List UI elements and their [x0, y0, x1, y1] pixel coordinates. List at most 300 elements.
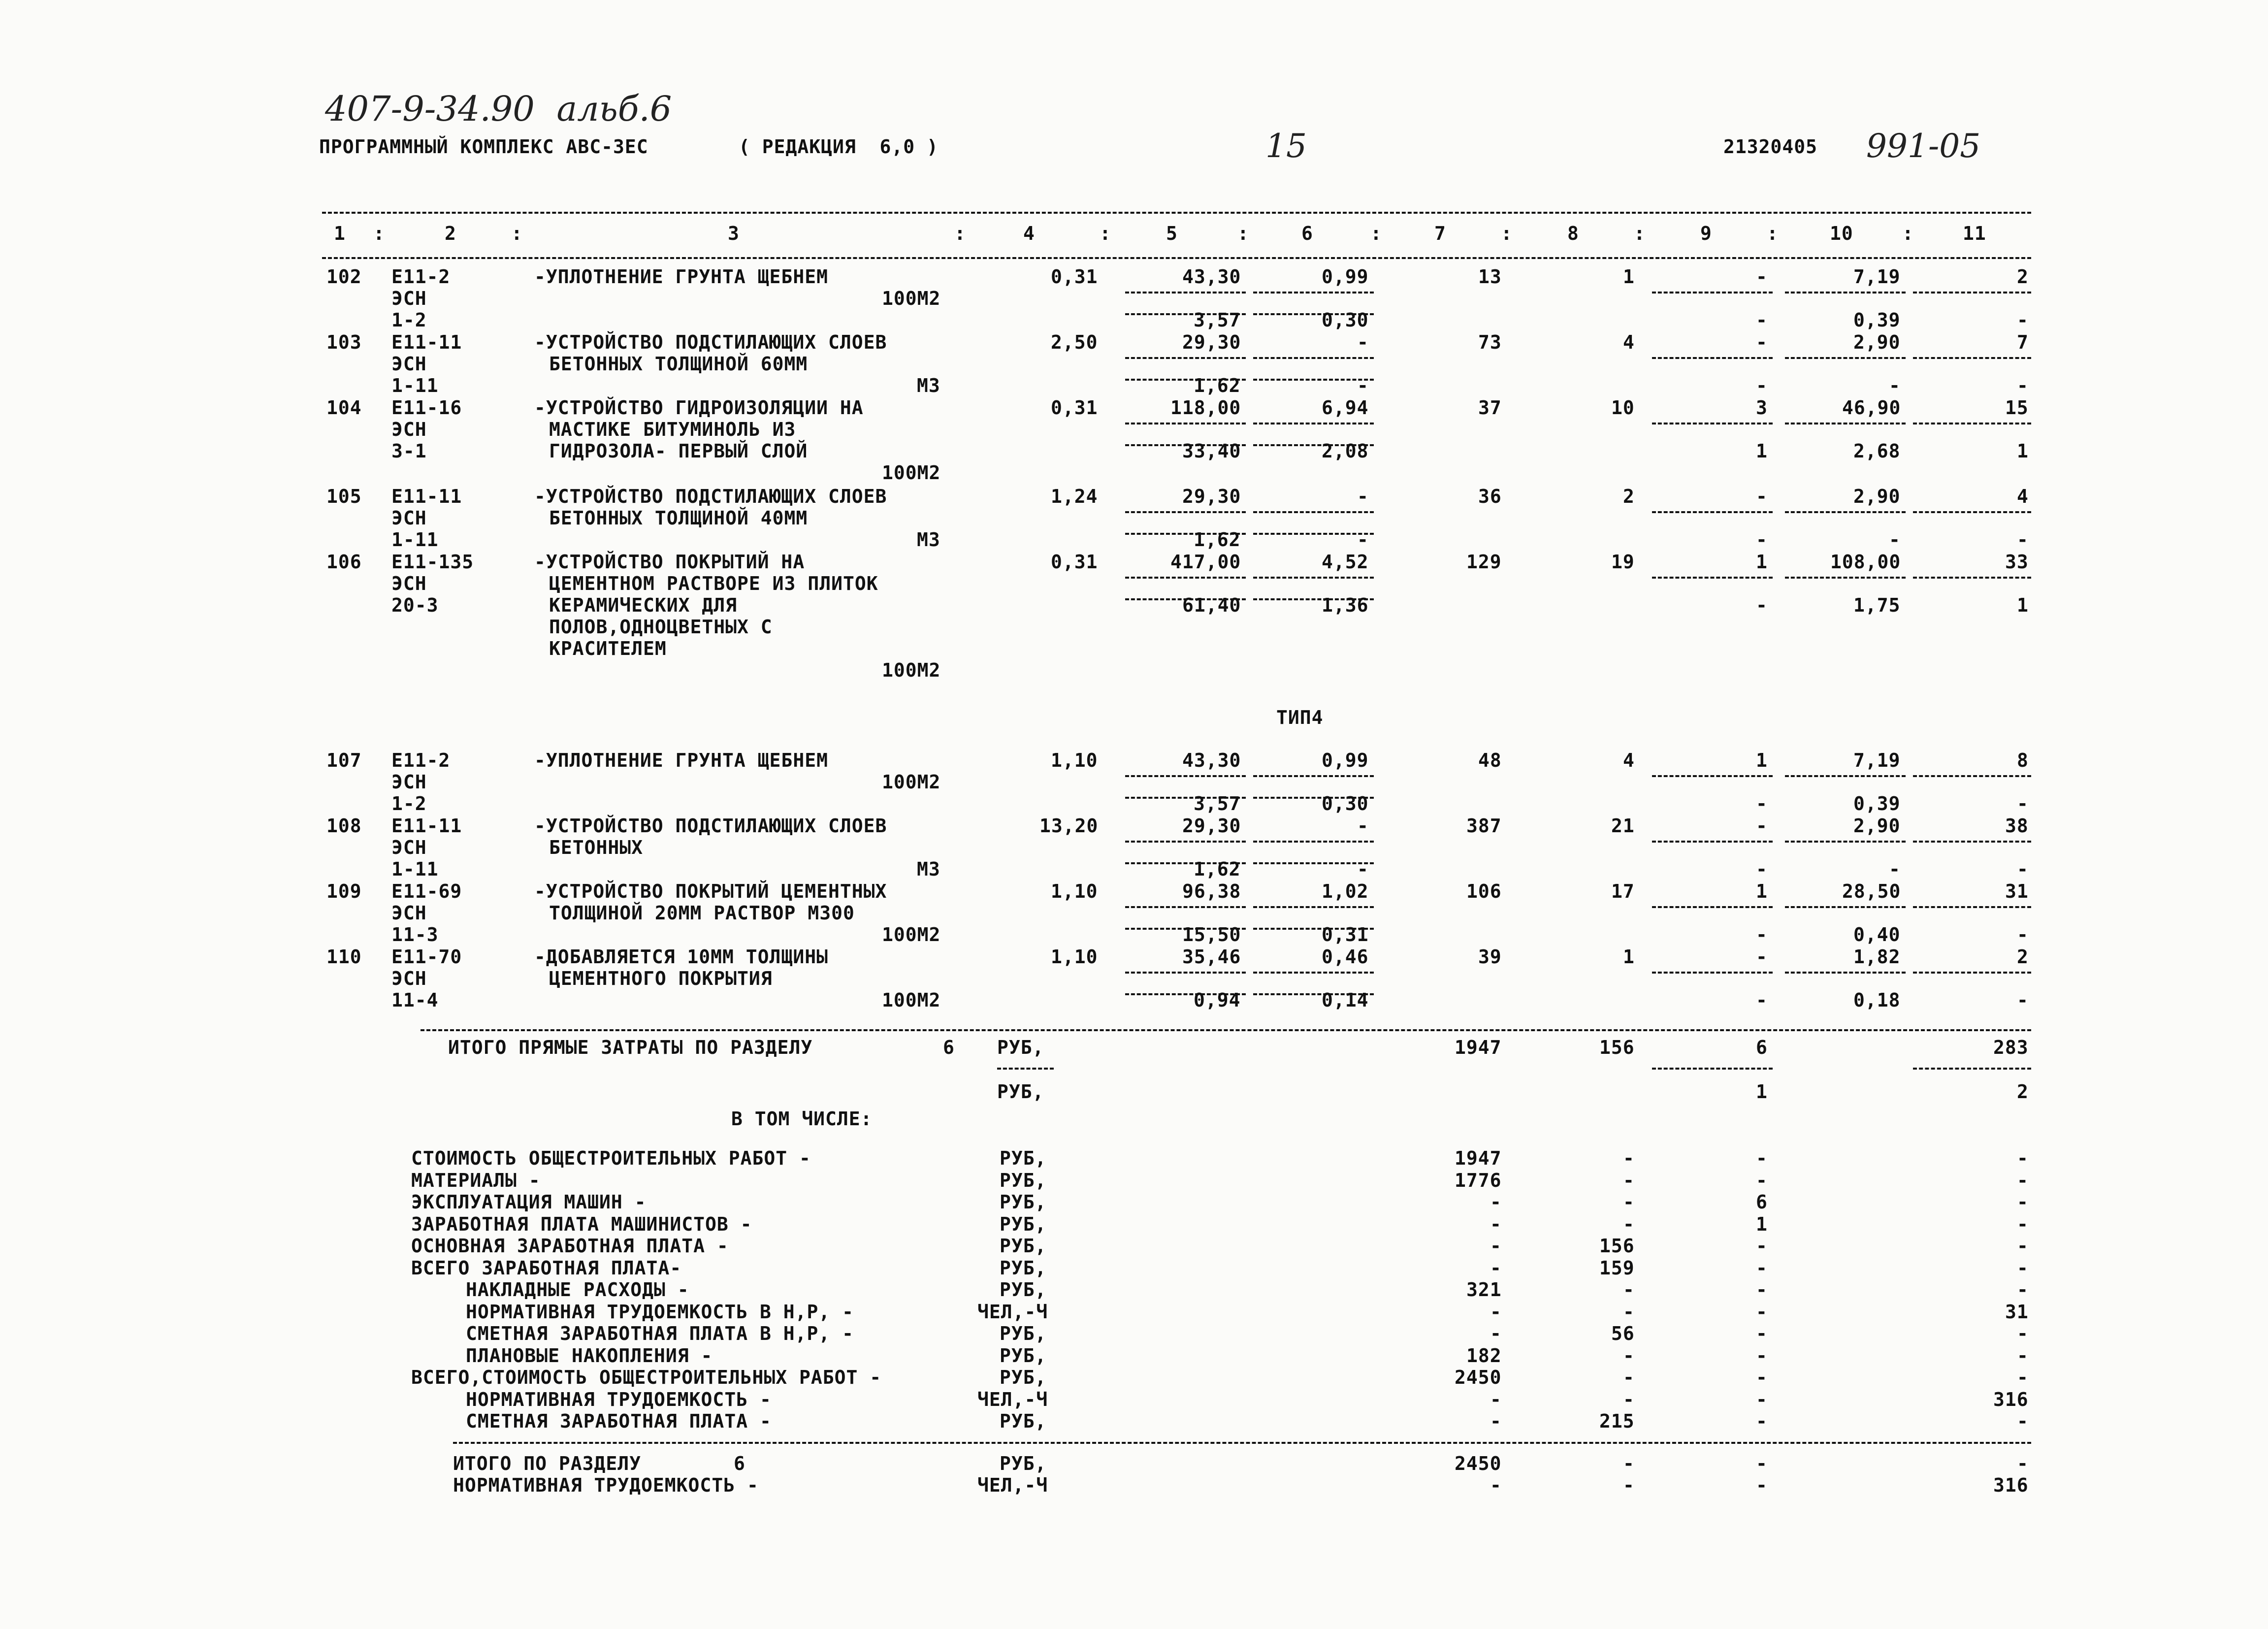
subtotal-underline — [1253, 357, 1374, 359]
section-total-label: ИТОГО ПРЯМЫЕ ЗАТРАТЫ ПО РАЗДЕЛУ — [448, 1037, 813, 1058]
cost-col11: - — [2017, 375, 2029, 396]
row-number: 105 — [326, 486, 362, 507]
cost-col11: - — [2017, 858, 2029, 880]
cost-col11: - — [2017, 309, 2029, 331]
work-description: -УПЛОТНЕНИЕ ГРУНТА ЩЕБНЕМ — [534, 749, 828, 771]
subtotal-underline — [1785, 511, 1906, 513]
unit-underline — [997, 1068, 1054, 1070]
summary-col7: - — [1490, 1410, 1502, 1432]
summary-col7: - — [1490, 1235, 1502, 1257]
cost-col10: - — [1889, 375, 1901, 396]
summary-col8: - — [1623, 1213, 1635, 1235]
summary-unit: РУБ, — [1000, 1170, 1047, 1191]
cost-col10: 46,90 — [1842, 397, 1901, 419]
subtotal-underline — [1785, 577, 1906, 579]
subtotal-underline — [1785, 906, 1906, 908]
summary-col11: - — [2017, 1279, 2029, 1301]
unit-of-measure: М3 — [917, 529, 940, 551]
norm-code: Е11-11 — [391, 486, 462, 507]
summary-col8: 215 — [1599, 1410, 1635, 1432]
summary-col7: 321 — [1466, 1279, 1502, 1301]
cost-col7: 37 — [1478, 397, 1502, 419]
cost-col7: 39 — [1478, 946, 1502, 968]
column-separator: : — [373, 223, 385, 244]
cost-col11: 1 — [2017, 440, 2029, 462]
quantity: 0,31 — [1051, 551, 1098, 573]
subtotal-underline — [1652, 972, 1773, 974]
subtotal-underline — [1785, 292, 1906, 293]
cost-col11: 2 — [2017, 946, 2029, 968]
column-separator: : — [1100, 223, 1111, 244]
column-separator: : — [954, 223, 966, 244]
cost-col9: 1 — [1756, 551, 1768, 573]
summary-col8: - — [1623, 1279, 1635, 1301]
final-unit: ЧЕЛ,-Ч — [977, 1474, 1048, 1496]
cost-col7: 13 — [1478, 266, 1502, 288]
cost-col9: - — [1756, 594, 1768, 616]
subtotal-underline — [1913, 511, 2031, 513]
final-rule — [453, 1442, 2031, 1444]
row-number: 108 — [326, 815, 362, 837]
cost-col5: 43,30 — [1182, 266, 1241, 288]
subtotal-underline — [1253, 775, 1374, 777]
row-number: 107 — [326, 749, 362, 771]
summary-col8: - — [1623, 1367, 1635, 1388]
subtotal-underline — [1913, 906, 2031, 908]
subtotal-underline — [1253, 906, 1374, 908]
section-total-col8: 156 — [1599, 1037, 1635, 1058]
summary-col9: - — [1756, 1147, 1768, 1169]
subtotal-underline — [1913, 775, 2031, 777]
subtotal-underline — [1125, 775, 1246, 777]
final-col8: - — [1623, 1474, 1635, 1496]
cost-col6: 0,99 — [1322, 749, 1369, 771]
norm-code: Е11-135 — [391, 551, 474, 573]
subtotal-underline — [1913, 972, 2031, 974]
col9-underline — [1652, 1068, 1773, 1070]
summary-col11: - — [2017, 1323, 2029, 1344]
subtotal-underline — [1253, 313, 1374, 315]
subtotal-underline — [1253, 993, 1374, 995]
cost-col11: - — [2017, 924, 2029, 945]
summary-label: НОРМАТИВНАЯ ТРУДОЕМКОСТЬ - — [466, 1389, 772, 1410]
work-description: -УСТРОЙСТВО ПОКРЫТИЙ ЦЕМЕНТНЫХ — [534, 880, 887, 902]
work-description: ЦЕМЕНТНОГО ПОКРЫТИЯ — [549, 968, 773, 989]
cost-col6: 1,36 — [1322, 594, 1369, 616]
summary-col11: - — [2017, 1257, 2029, 1279]
summary-col9: - — [1756, 1323, 1768, 1344]
cost-col6: 6,94 — [1322, 397, 1369, 419]
cost-col5: 61,40 — [1182, 594, 1241, 616]
cost-col5: 29,30 — [1182, 486, 1241, 507]
cost-col7: 106 — [1466, 880, 1502, 902]
norm-code: 20-3 — [391, 594, 439, 616]
norm-code: Е11-69 — [391, 880, 462, 902]
work-description: -УСТРОЙСТВО ПОКРЫТИЙ НА — [534, 551, 805, 573]
cost-col8: 4 — [1623, 749, 1635, 771]
norm-code: ЭСН — [391, 902, 427, 924]
cost-col11: 31 — [2005, 880, 2029, 902]
subtotal-underline — [1253, 841, 1374, 843]
cost-col6: - — [1357, 815, 1369, 837]
cost-col5: 0,94 — [1194, 989, 1241, 1011]
subtotal-underline — [1125, 423, 1246, 424]
summary-unit: РУБ, — [1000, 1257, 1047, 1279]
summary-col8: 156 — [1599, 1235, 1635, 1257]
summary-col8: - — [1623, 1147, 1635, 1169]
column-header-1: 1 — [334, 223, 346, 244]
work-description: ЦЕМЕНТНОМ РАСТВОРЕ ИЗ ПЛИТОК — [549, 573, 878, 594]
summary-col7: - — [1490, 1213, 1502, 1235]
summary-col11: - — [2017, 1147, 2029, 1169]
section-total-col9: 1 — [1756, 1081, 1768, 1103]
summary-unit: РУБ, — [1000, 1279, 1047, 1301]
including-label: В ТОМ ЧИСЛЕ: — [731, 1108, 873, 1130]
column-header-9: 9 — [1700, 223, 1712, 244]
unit-of-measure: 100М2 — [882, 771, 941, 793]
subtotal-underline — [1913, 357, 2031, 359]
summary-col8: - — [1623, 1170, 1635, 1191]
summary-col8: - — [1623, 1191, 1635, 1213]
subtotal-underline — [1652, 577, 1773, 579]
cost-col7: 387 — [1466, 815, 1502, 837]
subtotal-underline — [1913, 577, 2031, 579]
row-number: 110 — [326, 946, 362, 968]
subtotal-underline — [1652, 511, 1773, 513]
subtotal-underline — [1785, 841, 1906, 843]
norm-code: 1-2 — [391, 309, 427, 331]
cost-col5: 33,40 — [1182, 440, 1241, 462]
work-description: БЕТОННЫХ ТОЛЩИНОЙ 40ММ — [549, 507, 808, 529]
norm-code: ЭСН — [391, 507, 427, 529]
norm-code: Е11-16 — [391, 397, 462, 419]
subtotal-underline — [1785, 775, 1906, 777]
work-description: ТОЛЩИНОЙ 20ММ РАСТВОР М300 — [549, 902, 855, 924]
cost-col10: 0,39 — [1853, 793, 1901, 814]
cost-col5: 43,30 — [1182, 749, 1241, 771]
work-description: -УСТРОЙСТВО ПОДСТИЛАЮЩИХ СЛОЕВ — [534, 486, 887, 507]
summary-col9: - — [1756, 1257, 1768, 1279]
cost-col10: 0,18 — [1853, 989, 1901, 1011]
section-total-col7: 1947 — [1455, 1037, 1502, 1058]
column-separator: : — [1634, 223, 1646, 244]
summary-col7: 2450 — [1455, 1367, 1502, 1388]
summary-col7: 182 — [1466, 1345, 1502, 1367]
cost-col7: 129 — [1466, 551, 1502, 573]
subtotal-underline — [1125, 862, 1246, 864]
cost-col10: 2,90 — [1853, 815, 1901, 837]
summary-label: СТОИМОСТЬ ОБЩЕСТРОИТЕЛЬНЫХ РАБОТ - — [411, 1147, 811, 1169]
norm-code: 1-2 — [391, 793, 427, 814]
work-description: МАСТИКЕ БИТУМИНОЛЬ ИЗ — [549, 419, 796, 440]
section-total-col9: 6 — [1756, 1037, 1768, 1058]
norm-code: 3-1 — [391, 440, 427, 462]
cost-col6: 0,30 — [1322, 309, 1369, 331]
norm-code: Е11-11 — [391, 331, 462, 353]
cost-col11: 2 — [2017, 266, 2029, 288]
summary-label: ОСНОВНАЯ ЗАРАБОТНАЯ ПЛАТА - — [411, 1235, 729, 1257]
cost-col9: 1 — [1756, 440, 1768, 462]
work-description: КЕРАМИЧЕСКИХ ДЛЯ — [549, 594, 738, 616]
norm-code: ЭСН — [391, 837, 427, 858]
cost-col9: 3 — [1756, 397, 1768, 419]
cost-col10: 28,50 — [1842, 880, 1901, 902]
subtotal-underline — [1125, 928, 1246, 930]
work-description: ГИДРОЗОЛА- ПЕРВЫЙ СЛОЙ — [549, 440, 808, 462]
section-total-unit: РУБ, — [997, 1037, 1044, 1058]
cost-col7: 48 — [1478, 749, 1502, 771]
subtotal-underline — [1253, 423, 1374, 424]
summary-col7: - — [1490, 1323, 1502, 1344]
subtotal-underline — [1125, 577, 1246, 579]
final-col7: 2450 — [1455, 1453, 1502, 1474]
work-description: -УПЛОТНЕНИЕ ГРУНТА ЩЕБНЕМ — [534, 266, 828, 288]
final-section-number: 6 — [734, 1453, 745, 1474]
unit-of-measure: 100М2 — [882, 659, 941, 681]
subtotal-underline — [1125, 993, 1246, 995]
cost-col6: 0,46 — [1322, 946, 1369, 968]
subtotal-underline — [1253, 928, 1374, 930]
summary-col9: - — [1756, 1345, 1768, 1367]
summary-unit: РУБ, — [1000, 1147, 1047, 1169]
summary-col7: - — [1490, 1191, 1502, 1213]
norm-code: ЭСН — [391, 353, 427, 375]
final-col11: - — [2017, 1453, 2029, 1474]
page-number: 15 — [1265, 127, 1307, 165]
cost-col8: 2 — [1623, 486, 1635, 507]
cost-col11: - — [2017, 529, 2029, 551]
subtotal-underline — [1253, 972, 1374, 974]
cost-col9: - — [1756, 793, 1768, 814]
cost-col10: 2,90 — [1853, 331, 1901, 353]
norm-code: 11-4 — [391, 989, 439, 1011]
cost-col6: - — [1357, 486, 1369, 507]
norm-code: 1-11 — [391, 529, 439, 551]
cost-col5: 29,30 — [1182, 331, 1241, 353]
summary-col7: - — [1490, 1257, 1502, 1279]
subtotal-underline — [1253, 292, 1374, 293]
work-description: БЕТОННЫХ — [549, 837, 644, 858]
subtotal-underline — [1253, 577, 1374, 579]
work-description: -УСТРОЙСТВО ПОДСТИЛАЮЩИХ СЛОЕВ — [534, 331, 887, 353]
row-number: 106 — [326, 551, 362, 573]
document-code: 21320405 — [1723, 136, 1818, 158]
work-description: -УСТРОЙСТВО ГИДРОИЗОЛЯЦИИ НА — [534, 397, 864, 419]
cost-col5: 1,62 — [1194, 858, 1241, 880]
summary-col11: - — [2017, 1345, 2029, 1367]
summary-col11: - — [2017, 1367, 2029, 1388]
cost-col9: 1 — [1756, 880, 1768, 902]
column-header-7: 7 — [1434, 223, 1446, 244]
cost-col11: 33 — [2005, 551, 2029, 573]
cost-col8: 17 — [1611, 880, 1635, 902]
cost-col8: 19 — [1611, 551, 1635, 573]
summary-label: ВСЕГО,СТОИМОСТЬ ОБЩЕСТРОИТЕЛЬНЫХ РАБОТ - — [411, 1367, 882, 1388]
summary-col9: - — [1756, 1279, 1768, 1301]
cost-col5: 15,50 — [1182, 924, 1241, 945]
cost-col8: 1 — [1623, 266, 1635, 288]
subtotal-underline — [1125, 444, 1246, 446]
summary-col11: 316 — [1993, 1389, 2029, 1410]
summary-unit: РУБ, — [1000, 1345, 1047, 1367]
summary-col8: - — [1623, 1301, 1635, 1323]
work-description: БЕТОННЫХ ТОЛЩИНОЙ 60ММ — [549, 353, 808, 375]
subtotal-underline — [1652, 775, 1773, 777]
section-total-col11: 2 — [2017, 1081, 2029, 1103]
summary-col11: - — [2017, 1410, 2029, 1432]
summary-col9: - — [1756, 1235, 1768, 1257]
column-separator: : — [1902, 223, 1914, 244]
subtotal-underline — [1125, 533, 1246, 535]
cost-col5: 118,00 — [1170, 397, 1241, 419]
final-unit: РУБ, — [1000, 1453, 1047, 1474]
final-col8: - — [1623, 1453, 1635, 1474]
norm-code: 1-11 — [391, 375, 439, 396]
final-col11: 316 — [1993, 1474, 2029, 1496]
cost-col11: 38 — [2005, 815, 2029, 837]
cost-col5: 417,00 — [1170, 551, 1241, 573]
norm-code: Е11-2 — [391, 266, 451, 288]
subtotal-underline — [1913, 841, 2031, 843]
final-label: ИТОГО ПО РАЗДЕЛУ — [453, 1453, 642, 1474]
column-header-4: 4 — [1023, 223, 1035, 244]
summary-col8: 56 — [1611, 1323, 1635, 1344]
summary-label: ЭКСПЛУАТАЦИЯ МАШИН - — [411, 1191, 647, 1213]
summary-unit: ЧЕЛ,-Ч — [977, 1389, 1048, 1410]
summary-col7: 1776 — [1455, 1170, 1502, 1191]
section-number: 6 — [943, 1037, 955, 1058]
cost-col9: - — [1756, 858, 1768, 880]
subtotal-underline — [1652, 906, 1773, 908]
column-separator: : — [1767, 223, 1779, 244]
cost-col6: 0,31 — [1322, 924, 1369, 945]
column-header-10: 10 — [1830, 223, 1853, 244]
cost-col6: - — [1357, 331, 1369, 353]
subtotal-underline — [1785, 357, 1906, 359]
table-top-rule — [322, 212, 2031, 214]
column-header-6: 6 — [1301, 223, 1313, 244]
cost-col6: 0,30 — [1322, 793, 1369, 814]
cost-col5: 3,57 — [1194, 793, 1241, 814]
table-header-rule — [322, 257, 2031, 259]
type-label: ТИП4 — [1276, 707, 1324, 728]
cost-col11: - — [2017, 793, 2029, 814]
cost-col10: 2,90 — [1853, 486, 1901, 507]
summary-unit: РУБ, — [1000, 1235, 1047, 1257]
summary-col7: - — [1490, 1301, 1502, 1323]
subtotal-underline — [1253, 797, 1374, 799]
album-reference: 407-9-34.90 альб.6 — [325, 89, 672, 129]
column-separator: : — [1237, 223, 1249, 244]
cost-col9: - — [1756, 486, 1768, 507]
subtotal-underline — [1253, 444, 1374, 446]
unit-of-measure: 100М2 — [882, 288, 941, 309]
summary-unit: ЧЕЛ,-Ч — [977, 1301, 1048, 1323]
row-number: 104 — [326, 397, 362, 419]
cost-col9: - — [1756, 989, 1768, 1011]
cost-col11: 8 — [2017, 749, 2029, 771]
subtotal-underline — [1652, 841, 1773, 843]
unit-of-measure: М3 — [917, 375, 940, 396]
summary-col8: - — [1623, 1345, 1635, 1367]
subtotal-underline — [1652, 292, 1773, 293]
row-number: 102 — [326, 266, 362, 288]
cost-col10: 2,68 — [1853, 440, 1901, 462]
summary-col9: - — [1756, 1410, 1768, 1432]
quantity: 13,20 — [1039, 815, 1099, 837]
cost-col6: - — [1357, 858, 1369, 880]
subtotal-underline — [1125, 972, 1246, 974]
summary-label: ЗАРАБОТНАЯ ПЛАТА МАШИНИСТОВ - — [411, 1213, 752, 1235]
summary-unit: РУБ, — [1000, 1323, 1047, 1344]
col11-underline — [1913, 1068, 2031, 1070]
cost-col8: 4 — [1623, 331, 1635, 353]
summary-col11: 31 — [2005, 1301, 2029, 1323]
cost-col9: - — [1756, 924, 1768, 945]
summary-col8: - — [1623, 1389, 1635, 1410]
cost-col6: 1,02 — [1322, 880, 1369, 902]
column-header-11: 11 — [1963, 223, 1986, 244]
column-header-5: 5 — [1166, 223, 1178, 244]
column-separator: : — [1501, 223, 1513, 244]
handwritten-code: 991-05 — [1866, 127, 1981, 165]
summary-label: СМЕТНАЯ ЗАРАБОТНАЯ ПЛАТА В Н,Р, - — [466, 1323, 854, 1344]
summary-label: НОРМАТИВНАЯ ТРУДОЕМКОСТЬ В Н,Р, - — [466, 1301, 854, 1323]
subtotal-underline — [1125, 906, 1246, 908]
cost-col5: 1,62 — [1194, 529, 1241, 551]
summary-col11: - — [2017, 1235, 2029, 1257]
program-title: ПРОГРАММНЫЙ КОМПЛЕКС АВС-3ЕС — [319, 136, 648, 158]
summary-unit: РУБ, — [1000, 1213, 1047, 1235]
cost-col11: 15 — [2005, 397, 2029, 419]
unit-of-measure: М3 — [917, 858, 940, 880]
cost-col7: 73 — [1478, 331, 1502, 353]
norm-code: ЭСН — [391, 573, 427, 594]
summary-col9: - — [1756, 1301, 1768, 1323]
column-header-8: 8 — [1567, 223, 1579, 244]
section-total-unit: РУБ, — [997, 1081, 1044, 1103]
work-description: -УСТРОЙСТВО ПОДСТИЛАЮЩИХ СЛОЕВ — [534, 815, 887, 837]
cost-col8: 10 — [1611, 397, 1635, 419]
summary-label: МАТЕРИАЛЫ - — [411, 1170, 541, 1191]
cost-col10: 7,19 — [1853, 749, 1901, 771]
cost-col11: 4 — [2017, 486, 2029, 507]
summary-col9: 1 — [1756, 1213, 1768, 1235]
subtotal-underline — [1253, 598, 1374, 600]
edition: ( РЕДАКЦИЯ 6,0 ) — [739, 136, 939, 158]
cost-col9: - — [1756, 375, 1768, 396]
subtotal-underline — [1125, 313, 1246, 315]
cost-col5: 96,38 — [1182, 880, 1241, 902]
subtotal-underline — [1125, 598, 1246, 600]
summary-unit: РУБ, — [1000, 1191, 1047, 1213]
final-col7: - — [1490, 1474, 1502, 1496]
quantity: 1,10 — [1051, 880, 1098, 902]
cost-col9: - — [1756, 946, 1768, 968]
summary-col11: - — [2017, 1191, 2029, 1213]
cost-col6: - — [1357, 375, 1369, 396]
cost-col9: 1 — [1756, 749, 1768, 771]
summary-unit: РУБ, — [1000, 1367, 1047, 1388]
subtotal-underline — [1253, 511, 1374, 513]
summary-col11: - — [2017, 1213, 2029, 1235]
cost-col6: 4,52 — [1322, 551, 1369, 573]
cost-col6: 0,99 — [1322, 266, 1369, 288]
cost-col10: - — [1889, 529, 1901, 551]
subtotal-underline — [1785, 972, 1906, 974]
summary-col9: - — [1756, 1389, 1768, 1410]
norm-code: 1-11 — [391, 858, 439, 880]
